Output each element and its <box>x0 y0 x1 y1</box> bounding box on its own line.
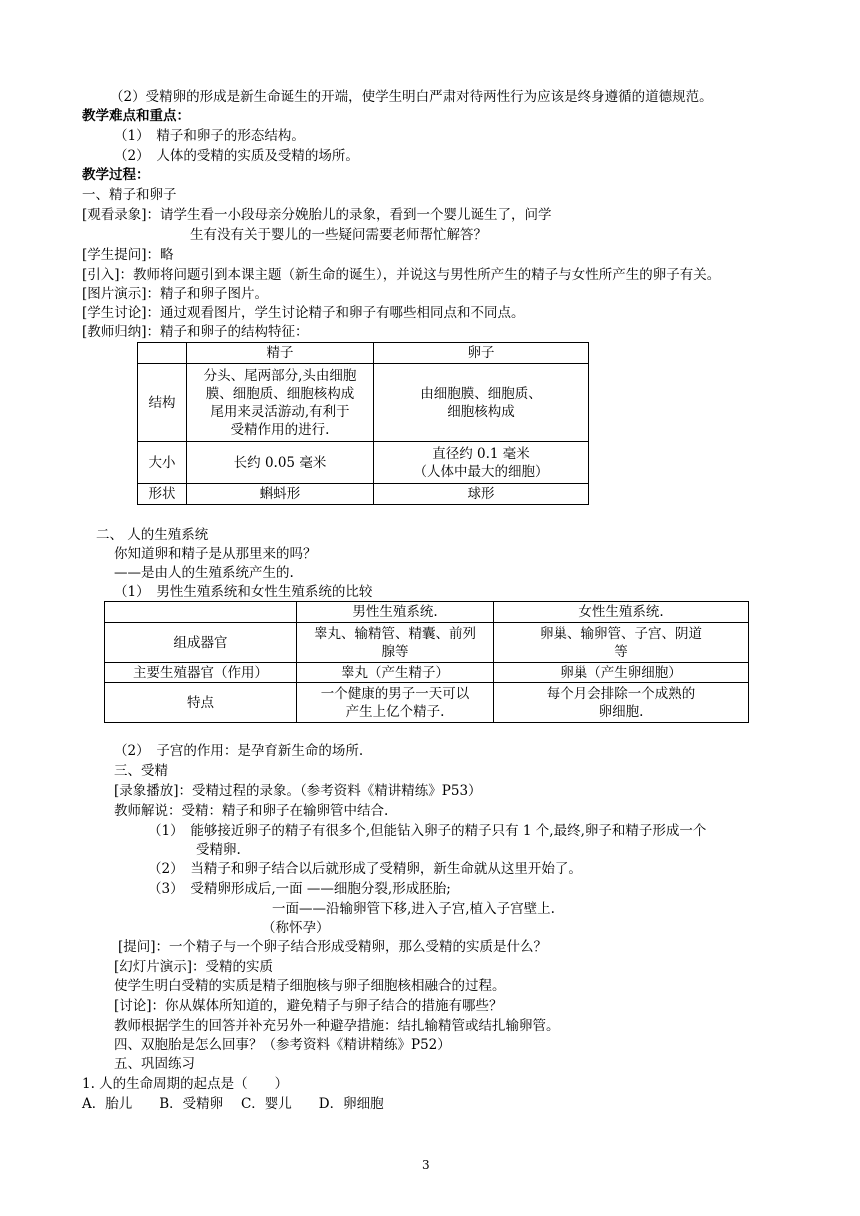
header-cell <box>105 602 297 623</box>
objective-2: （2）受精卵的形成是新生命诞生的开端，使学生明白严肃对待两性行为应该是终身遵循的道德规范。 <box>110 89 713 105</box>
cell-line: 由细胞膜、细胞质、 <box>420 385 542 402</box>
introduction: [引入]：教师将问题引到本课主题（新生命的诞生），并说这与男性所产生的精子与女性所产生的卵子有关。 <box>82 267 721 283</box>
table-row <box>138 364 589 442</box>
section-1-title: 一、精子和卵子 <box>82 187 177 203</box>
table-cell <box>374 364 589 442</box>
header-cell: 男性生殖系统. <box>297 602 494 623</box>
table-cell <box>494 623 749 663</box>
reproductive-system-table <box>104 601 749 723</box>
fertilization-point-1: （1） 能够接近卵子的精子有很多个,但能钻入卵子的精子只有 1 个,最终,卵子和精子形成一个 <box>148 823 707 839</box>
watch-video-line-2: 生有没有关于婴儿的一些疑问需要老师帮忙解答？ <box>190 227 487 243</box>
section-2-compare: （1） 男性生殖系统和女性生殖系统的比较 <box>114 584 373 600</box>
section-2-title: 二、 人的生殖系统 <box>96 527 209 543</box>
difficulty-item-1: （1） 精子和卵子的形态结构。 <box>114 128 305 144</box>
cell-line: 卵细胞. <box>598 703 644 720</box>
table-cell <box>187 484 374 505</box>
table-cell <box>297 663 494 683</box>
exercise-options-1: A．胎儿 B．受精卵 C．婴儿 D．卵细胞 <box>82 1096 384 1112</box>
table-row <box>138 484 589 505</box>
sperm-egg-table <box>137 342 589 505</box>
slide-demo: [幻灯片演示]：受精的实质 <box>114 959 274 975</box>
section-4-title: 四、双胞胎是怎么回事？（参考资料《精讲精练》P52） <box>114 1037 451 1053</box>
discussion: [讨论]：你从媒体所知道的，避免精子与卵子结合的措施有哪些？ <box>114 998 503 1014</box>
student-question: [学生提问]：略 <box>82 247 174 263</box>
row-label: 形状 <box>138 484 187 505</box>
fertilization-point-1-cont: 受精卵. <box>196 842 241 858</box>
header-cell <box>138 343 187 364</box>
header-cell: 女性生殖系统. <box>494 602 749 623</box>
table-header-row <box>138 343 589 364</box>
row-label: 特点 <box>105 683 297 723</box>
fertilization-point-3-cont: 一面——沿输卵管下移,进入子宫,植入子宫壁上. <box>272 901 555 917</box>
student-discussion: [学生讨论]：通过观看图片，学生讨论精子和卵子有哪些相同点和不同点。 <box>82 305 525 321</box>
picture-demo: [图片演示]：精子和卵子图片。 <box>82 286 269 302</box>
cell-line: 长约 0.05 毫米 <box>233 454 327 471</box>
table-row <box>105 663 749 683</box>
teacher-supplement: 教师根据学生的回答并补充另外一种避孕措施：结扎输精管或结扎输卵管。 <box>114 1018 560 1034</box>
table-header-row <box>105 602 749 623</box>
section-3-title: 三、受精 <box>114 763 168 779</box>
page-number: 3 <box>422 1158 430 1172</box>
section-2-answer: ——是由人的生殖系统产生的. <box>114 565 294 581</box>
table-cell <box>374 484 589 505</box>
record-playback: [录象播放]：受精过程的录象。（参考资料《精讲精练》P53） <box>114 783 482 799</box>
teacher-summary: [教师归纳]：精子和卵子的结构特征： <box>82 324 309 340</box>
row-label: 结构 <box>138 364 187 442</box>
uterus-function: （2） 子宫的作用：是孕育新生命的场所. <box>114 743 364 759</box>
cell-line: 一个健康的男子一天可以 <box>320 685 470 702</box>
difficulty-item-2: （2） 人体的受精的实质及受精的场所。 <box>114 148 359 164</box>
question: [提问]：一个精子与一个卵子结合形成受精卵，那么受精的实质是什么？ <box>118 939 548 955</box>
cell-line: （人体中最大的细胞） <box>413 463 549 480</box>
cell-line: 球形 <box>467 486 495 502</box>
table-row <box>105 683 749 723</box>
row-label: 组成器官 <box>105 623 297 663</box>
process-heading: 教学过程： <box>82 167 150 183</box>
cell-line: 直径约 0.1 毫米 <box>432 445 530 462</box>
fertilization-point-2: （2） 当精子和卵子结合以后就形成了受精卵，新生命就从这里开始了。 <box>148 861 582 877</box>
slide-text: 使学生明白受精的实质是精子细胞核与卵子细胞核相融合的过程。 <box>114 978 506 994</box>
table-cell <box>187 364 374 442</box>
table-cell <box>494 683 749 723</box>
section-5-title: 五、巩固练习 <box>114 1056 195 1072</box>
cell-line: 每个月会排除一个成熟的 <box>546 685 696 702</box>
cell-line: 产生上亿个精子. <box>345 703 445 720</box>
table-row <box>105 623 749 663</box>
table-cell <box>374 442 589 484</box>
cell-line: 卵巢、输卵管、子宫、阴道 <box>540 625 702 642</box>
row-label: 大小 <box>138 442 187 484</box>
cell-line: 卵巢（产生卵细胞） <box>560 664 682 681</box>
cell-line: 等 <box>614 643 628 660</box>
cell-line: 睾丸（产生精子） <box>341 664 449 681</box>
cell-line: 尾用来灵活游动,有利于 <box>210 403 350 420</box>
table-cell <box>297 623 494 663</box>
cell-line: 膜、细胞质、细胞核构成 <box>205 385 355 402</box>
header-cell: 精子 <box>187 343 374 364</box>
cell-line: 受精作用的进行. <box>230 421 330 438</box>
fertilization-point-3-note: （称怀孕） <box>262 920 330 936</box>
difficulty-heading: 教学难点和重点： <box>82 108 190 124</box>
cell-line: 细胞核构成 <box>447 403 515 420</box>
table-cell <box>494 663 749 683</box>
section-2-question: 你知道卵和精子是从那里来的吗？ <box>114 546 317 562</box>
table-cell <box>187 442 374 484</box>
exercise-question-1: 1. 人的生命周期的起点是（ ） <box>82 1076 289 1092</box>
watch-video-line-1: [观看录象]：请学生看一小段母亲分娩胎儿的录象，看到一个婴儿诞生了，问学 <box>82 207 552 223</box>
fertilization-point-3: （3） 受精卵形成后,一面 ——细胞分裂,形成胚胎; <box>148 881 451 897</box>
cell-line: 蝌蚪形 <box>259 486 301 502</box>
teacher-explanation: 教师解说：受精：精子和卵子在输卵管中结合. <box>114 803 389 819</box>
row-label: 主要生殖器官（作用） <box>105 663 297 683</box>
header-cell: 卵子 <box>374 343 589 364</box>
cell-line: 睾丸、输精管、精囊、前列 <box>314 625 476 642</box>
cell-line: 腺等 <box>381 643 409 660</box>
table-cell <box>297 683 494 723</box>
cell-line: 分头、尾两部分,头由细胞 <box>203 367 357 384</box>
table-row <box>138 442 589 484</box>
